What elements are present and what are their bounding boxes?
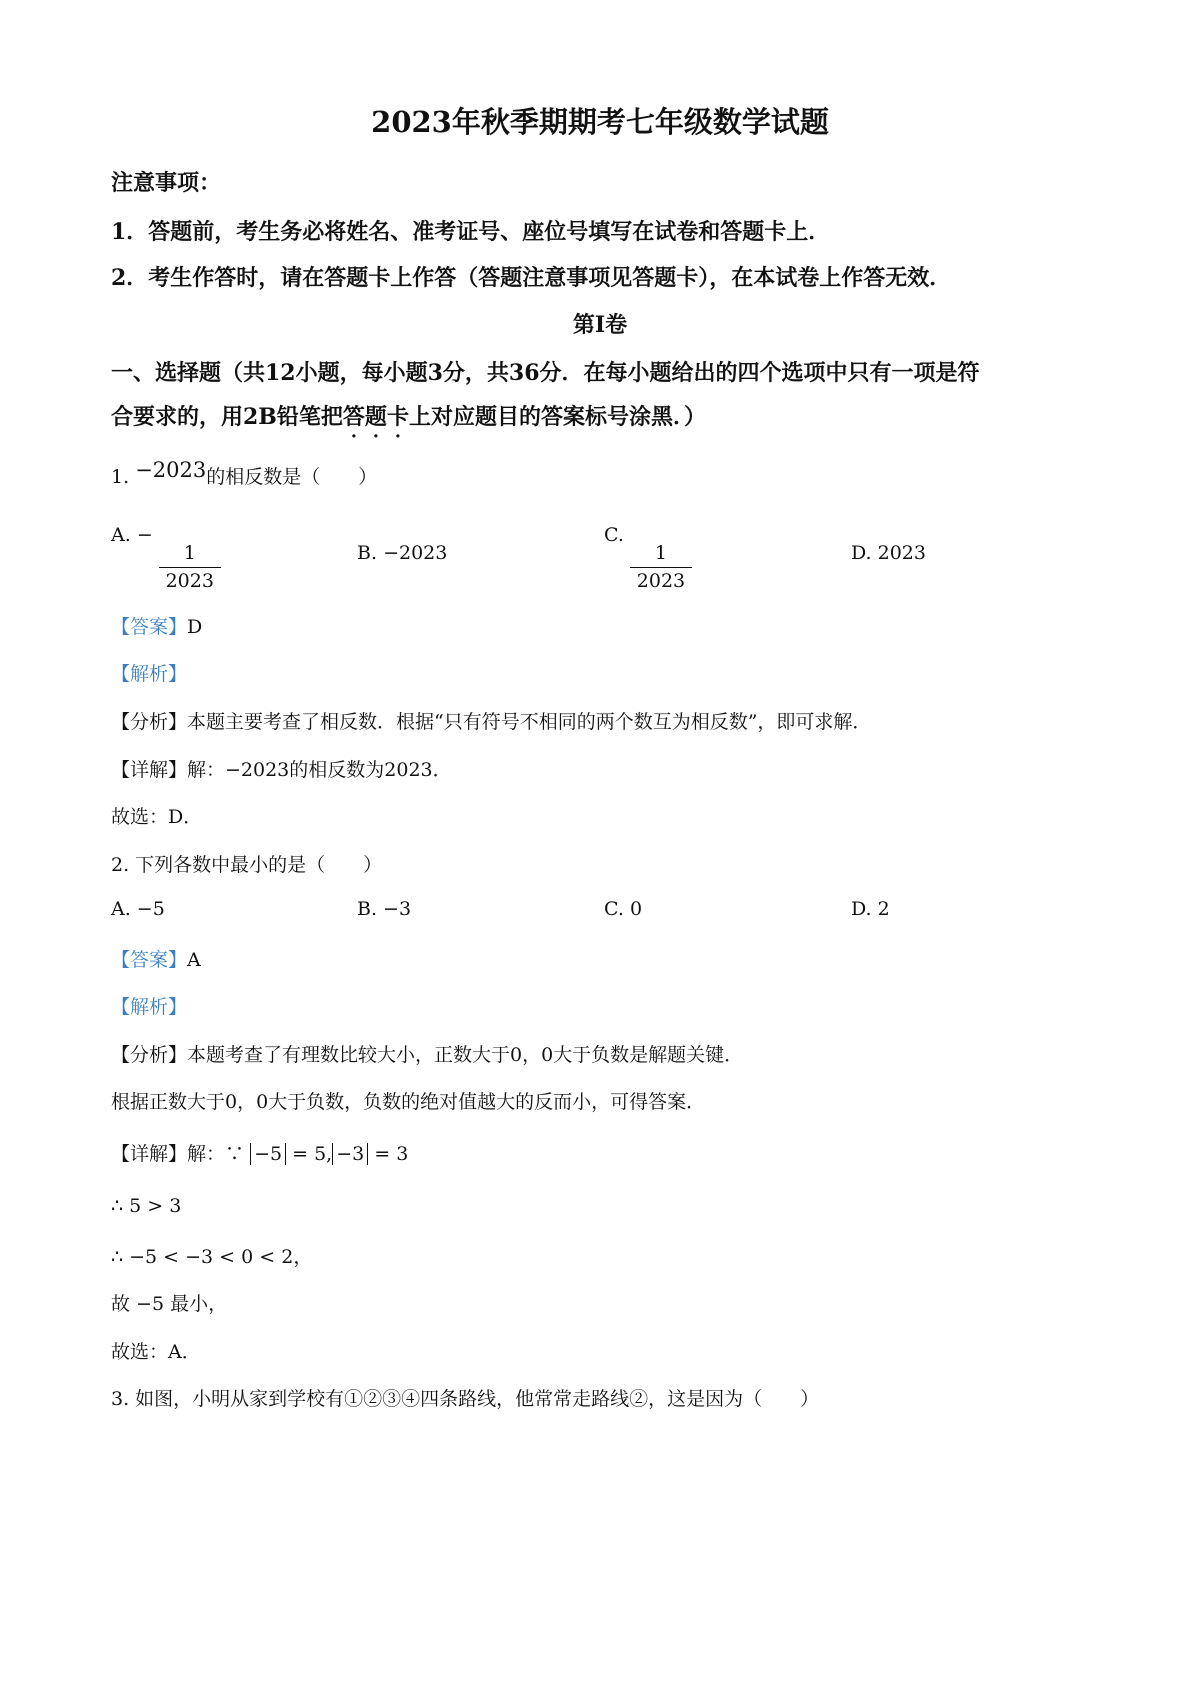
notice-item-1: 1．答题前，考生务必将姓名、准考证号、座位号填写在试卷和答题卡上． bbox=[111, 219, 831, 245]
emphasis-char: 答 bbox=[342, 404, 365, 430]
minus-sign: − bbox=[136, 524, 153, 546]
detail-prefix: 【详解】解：∵ bbox=[111, 1143, 245, 1165]
answer-tag: 【答案】 bbox=[111, 616, 188, 638]
question-2-stem: 2. 下列各数中最小的是（ ） bbox=[111, 854, 383, 876]
page-title: 2023年秋季期期考七年级数学试题 bbox=[371, 105, 829, 139]
question-1-text: 的相反数是（ ） bbox=[206, 466, 378, 488]
step-text: ∴ −5 < −3 < 0 < 2， bbox=[111, 1246, 313, 1268]
notice-heading: 注意事项： bbox=[111, 170, 222, 196]
denominator: 2023 bbox=[165, 569, 214, 592]
option-b bbox=[357, 542, 447, 564]
choose-text: 故选：D． bbox=[111, 806, 203, 828]
answer-tag: 【答案】 bbox=[111, 949, 188, 971]
option-value: −2023 bbox=[383, 542, 448, 564]
answer-line bbox=[111, 612, 202, 639]
question-1-stem bbox=[111, 458, 378, 489]
section-heading-post: 上对应题目的答案标号涂黑．） bbox=[408, 404, 706, 430]
analysis-tag: 【解析】 bbox=[111, 996, 188, 1018]
emphasis-char: 卡 bbox=[386, 404, 409, 430]
equation-part: = 3 bbox=[374, 1143, 409, 1165]
numerator: 1 bbox=[159, 542, 221, 568]
denominator: 2023 bbox=[636, 569, 686, 592]
option-a bbox=[111, 524, 221, 594]
option-label: A. bbox=[111, 524, 131, 546]
section-heading-line-2 bbox=[111, 400, 706, 431]
question-1-value: −2023 bbox=[135, 458, 207, 482]
step-text: 故 −5 最小， bbox=[111, 1293, 228, 1315]
step-text: ∴ 5 > 3 bbox=[111, 1195, 182, 1217]
fraction bbox=[159, 542, 221, 594]
absolute-value: −5 bbox=[250, 1143, 286, 1165]
analysis-text-2: 根据正数大于0，0大于负数，负数的绝对值越大的反而小，可得答案． bbox=[111, 1091, 706, 1113]
option-c bbox=[604, 524, 692, 594]
option-c: C. 0 bbox=[604, 898, 643, 920]
question-3-stem: 3. 如图，小明从家到学校有①②③④四条路线，他常常走路线②，这是因为（ ） bbox=[111, 1388, 820, 1410]
absolute-value: −3 bbox=[332, 1143, 368, 1165]
emphasis-char: 题 bbox=[364, 404, 387, 430]
option-b: B. −3 bbox=[357, 898, 412, 920]
section-heading-pre: 合要求的，用2B铅笔把 bbox=[111, 404, 343, 430]
detail-text bbox=[111, 1139, 408, 1166]
choose-text: 故选：A． bbox=[111, 1341, 201, 1363]
answer-line bbox=[111, 945, 201, 972]
option-label: C. bbox=[604, 524, 624, 546]
option-a: A. −5 bbox=[111, 898, 165, 920]
analysis-text: 【分析】本题主要考查了相反数．根据“只有符号不相同的两个数互为相反数”，即可求解． bbox=[111, 711, 872, 733]
volume-label: 第Ⅰ卷 bbox=[572, 312, 628, 338]
option-d: D. 2 bbox=[851, 898, 890, 920]
question-number: 1. bbox=[111, 466, 130, 488]
option-label: B. bbox=[357, 542, 378, 564]
option-d: D. 2023 bbox=[851, 542, 926, 564]
analysis-text: 【分析】本题考查了有理数比较大小，正数大于0，0大于负数是解题关键． bbox=[111, 1044, 744, 1066]
answer-value: D bbox=[187, 616, 203, 638]
answer-value: A bbox=[187, 949, 201, 971]
detail-text: 【详解】解：−2023的相反数为2023． bbox=[111, 759, 452, 781]
section-heading-line-1: 一、选择题（共12小题，每小题3分，共36分．在每小题给出的四个选项中只有一项是符 bbox=[111, 360, 980, 386]
fraction bbox=[630, 542, 692, 594]
notice-item-2: 2．考生作答时，请在答题卡上作答（答题注意事项见答题卡），在本试卷上作答无效． bbox=[111, 265, 952, 291]
equation-part: = 5, bbox=[292, 1143, 333, 1165]
analysis-tag: 【解析】 bbox=[111, 663, 188, 685]
numerator: 1 bbox=[630, 542, 692, 568]
